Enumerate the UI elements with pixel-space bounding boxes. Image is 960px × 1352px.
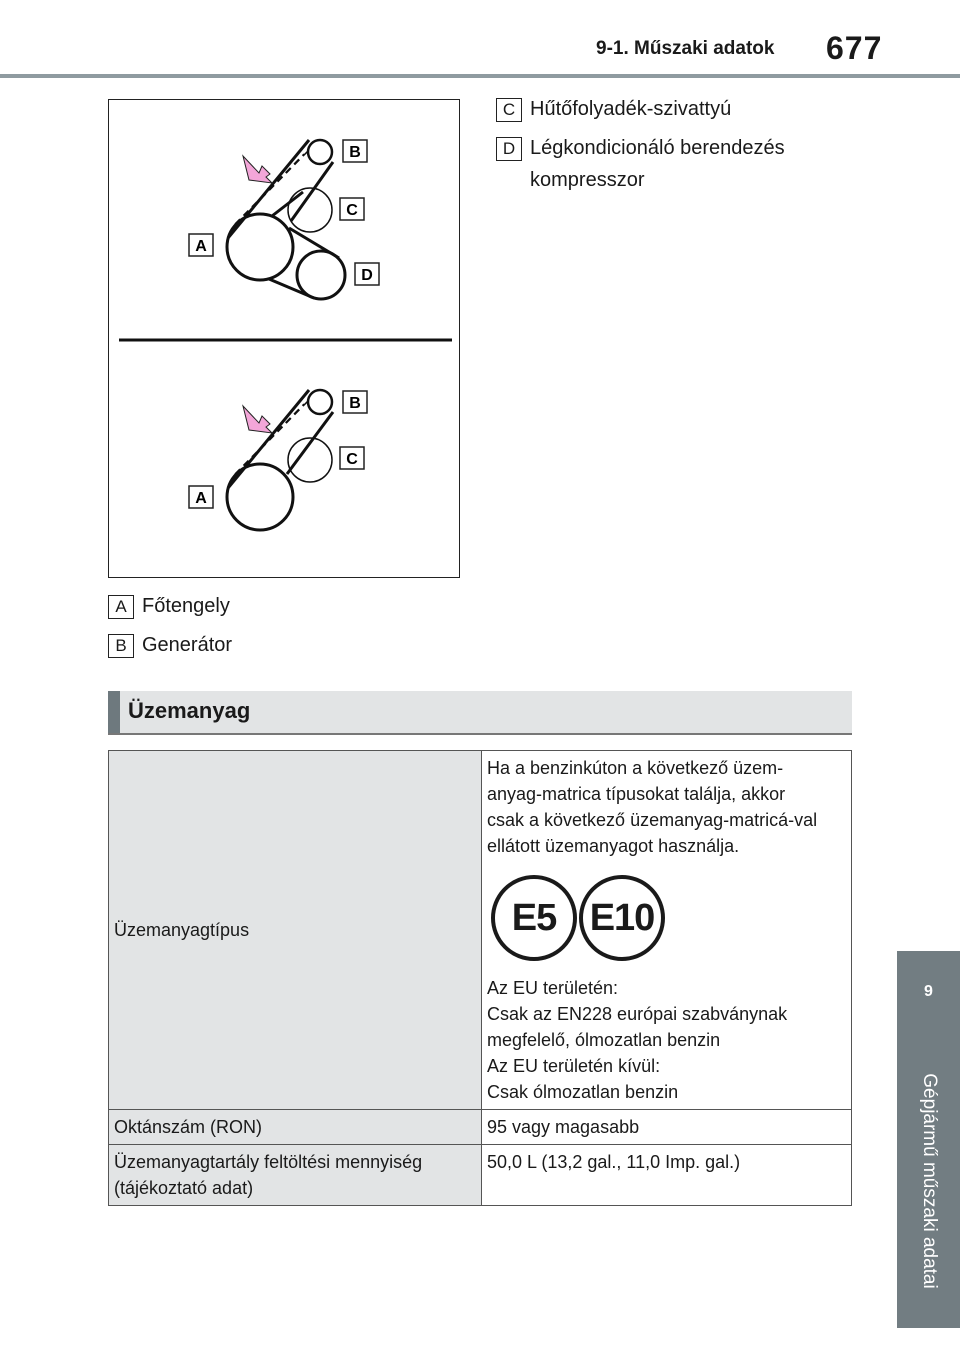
svg-text:A: A <box>195 238 207 255</box>
label-box-a <box>189 234 213 256</box>
generator-pulley <box>308 390 332 414</box>
crankshaft-pulley <box>227 464 293 530</box>
label-box-c <box>340 447 364 469</box>
svg-text:C: C <box>346 202 358 219</box>
legend-letter: C <box>496 98 522 122</box>
chapter-tab-label: Gépjármű műszaki adatai <box>918 1072 940 1289</box>
table-row <box>109 751 852 1110</box>
tank-capacity-value: 50,0 L (13,2 gal., 11,0 Imp. gal.) <box>482 1145 852 1206</box>
legend-letter: A <box>108 595 134 619</box>
fuel-type-label: Üzemanyagtípus <box>109 751 482 1110</box>
belt-diagram-svg <box>109 100 458 576</box>
label-box-b <box>343 140 367 162</box>
chapter-tab[interactable] <box>897 1033 960 1328</box>
octane-label: Oktánszám (RON) <box>109 1110 482 1145</box>
fuel-label-badges <box>491 875 846 961</box>
legend-item-c <box>496 97 731 125</box>
eu-inside-text: Csak az EN228 európai szabványnak megfelelő, ólmozatlan benzin <box>487 1004 788 1050</box>
page-number: 677 <box>826 30 883 66</box>
svg-text:C: C <box>346 451 358 468</box>
label-box-c <box>340 198 364 220</box>
label-box-a <box>189 486 213 508</box>
svg-text:B: B <box>349 395 361 412</box>
table-row <box>109 1110 852 1145</box>
belt-routing-diagram <box>108 99 460 578</box>
legend-text: Légkondicionáló berendezés kompresszor <box>530 137 785 191</box>
section-title: Üzemanyag <box>128 698 251 723</box>
svg-text:B: B <box>349 144 361 161</box>
eu-inside-heading: Az EU területén: <box>487 978 619 998</box>
tank-capacity-label: Üzemanyagtartály feltöltési mennyiség (tájékoztató adat) <box>109 1145 482 1206</box>
crankshaft-pulley <box>227 214 293 280</box>
legend-item-d <box>496 136 826 196</box>
generator-pulley <box>308 140 332 164</box>
legend-letter: B <box>108 634 134 658</box>
table-row <box>109 1145 852 1206</box>
section-header-title: 9-1. Műszaki adatok <box>596 38 775 59</box>
e10-badge-icon: E10 <box>579 875 665 961</box>
legend-text: Generátor <box>142 634 233 656</box>
svg-text:D: D <box>361 267 373 284</box>
legend-text: Főtengely <box>142 595 230 617</box>
legend-text: Hűtőfolyadék-szivattyú <box>530 98 732 120</box>
eu-outside-text: Csak ólmozatlan benzin <box>487 1082 679 1102</box>
legend-letter: D <box>496 137 522 161</box>
label-box-b <box>343 391 367 413</box>
label-box-d <box>355 263 379 285</box>
belt-diagram-top <box>189 140 379 299</box>
belt-diagram-bottom <box>189 390 367 530</box>
fuel-type-value <box>482 751 852 1110</box>
header-divider <box>0 74 960 78</box>
pink-arrow-icon <box>243 406 272 433</box>
legend-item-a <box>108 594 230 622</box>
eu-outside-heading: Az EU területén kívül: <box>487 1056 661 1076</box>
e5-badge-icon: E5 <box>491 875 577 961</box>
pink-arrow-icon <box>243 156 272 183</box>
octane-value: 95 vagy magasabb <box>482 1110 852 1145</box>
fuel-spec-table <box>108 750 852 1206</box>
fuel-intro-text: Ha a benzinkúton a következő üzem-anyag-matrica típusokat találja, akkor csak a következő üzemanyag-matricá-val ellátott üzemanyagot használja. <box>487 758 818 856</box>
chapter-tab-number[interactable]: 9 <box>897 951 960 1033</box>
section-heading-bar <box>108 691 852 735</box>
legend-item-b <box>108 633 232 661</box>
svg-text:A: A <box>195 490 207 507</box>
